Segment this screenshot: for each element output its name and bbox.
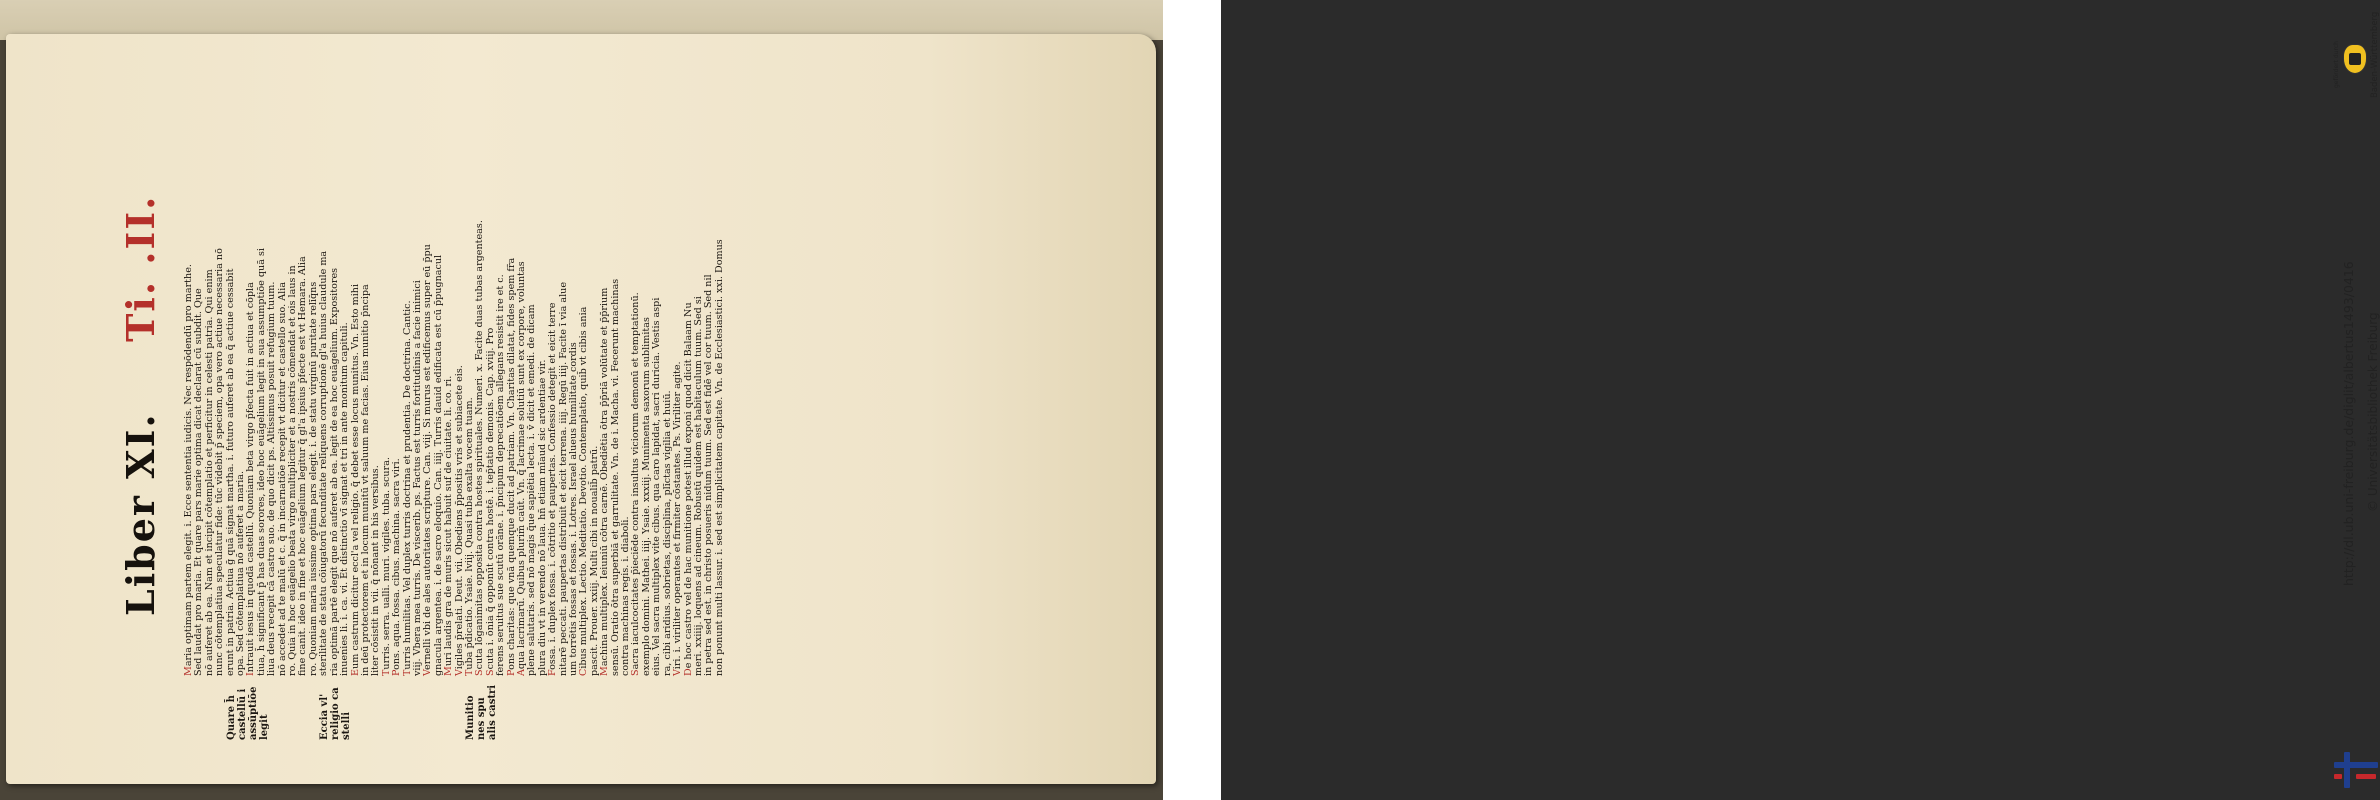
text-line: ro. Quoniam maria iussime optima pars elegit. i. de statu virginū puritate relīq̄ns <box>307 281 319 676</box>
rotated-page-content <box>118 96 1008 740</box>
rubric-initial: P <box>505 669 517 676</box>
rubric-initial: S <box>630 669 642 676</box>
text-line: nunc cōtemplatiua speculatur fide: tūc videbit p̄ speciem, opa vero actiue necessaria nō <box>214 248 226 676</box>
line-text: uba p̄dicatio. Ysaie. lviij. Quasi tuba exalta vocem tuam. <box>463 397 475 670</box>
rubric-initial: F <box>547 669 559 676</box>
line-text: achina multiplex. Ieiuniū cōtra carnē. Obediētia ōtra p̄p̄riā volūtate et p̄p̄rium <box>599 287 611 667</box>
permalink-url[interactable]: http://dl.ub.uni-freiburg.de/diglit/albertus1493/0416 <box>2341 261 2356 586</box>
text-line: plura diu vt in verendo nō laua. hn̄ etiam mīaud sic ardentiae vir. <box>536 359 548 676</box>
rubric-initial: M <box>183 666 194 676</box>
line-text: urris. serra. ualli. muri. vigiles. tuba. scura. <box>380 457 392 670</box>
rubric-initial: E <box>349 668 361 676</box>
text-line: nitarē peccati. paupertas distribuit et eicit terrena. iiij. Regū iiij. Facite ī via alue <box>557 281 569 676</box>
margin-note: Munitio nes spu alis castri <box>464 684 498 740</box>
line-text: ernelli vbi de ales autoritates scripture. Can. viij. Si murus est edificemus super eū p̄pu <box>422 244 434 670</box>
line-text: qua lacrimarū. Quibus plurim̄ caūt. Vn. q̄ lacrimae solutiū sunt ex corpore, voluntas <box>516 261 527 670</box>
book-page <box>6 34 1156 784</box>
text-line: fine canit. ideo in fine et hoc euāgelium legitur q̄ gl'a ipsius p̄fecte est vt Hemara. Alia <box>297 256 309 676</box>
text-line: ferens seruitus sue scutū orāne. i. p̄ncipum deprecatiōem allegans resistit ire et c. <box>495 274 507 676</box>
text-line: viij. Vbera mea turris. De viscerib. ps. Factus est turris fortitudinis a facie inimici <box>411 280 423 676</box>
line-text: urris humilitas. Vel duplex turris doctrina et prudentia. De doctrina. Cantic. <box>401 300 413 670</box>
line-text: ossa. i. duplex fossa. i. cōtritio et paupertas. Confessio detegit et eicit terre <box>547 302 559 670</box>
rubric-initial: P <box>391 669 403 676</box>
university-library-logo-icon <box>2334 752 2378 788</box>
state-label: Baden-Württemberg <box>2370 11 2380 98</box>
rubric-initial: V <box>453 669 465 676</box>
line-text: ons. aqua. fossa. cibus. machina. sacra viri. <box>391 458 403 670</box>
header-title-num: .II. <box>118 194 163 265</box>
text-line: nō auferet ab ea. Nam et incipit cōtemplatio et perficitur in celesti patria. Qui enim <box>203 269 215 676</box>
line-text: um castrum dicitur eccl'a vel religio. q̄ debet esse locus munitus. Vn. Esto mihi <box>349 283 361 669</box>
text-line: ro. Quia in hoc euāgelio beata virgo multipliciter et a nostris cōmendat et ois laus in <box>287 265 299 676</box>
header-title: Ti. <box>118 279 163 342</box>
page-header <box>118 96 174 616</box>
text-line: meri. xxiiij. loquens ad cineum. Robustū quidem est habitaculum tuum. Sed si <box>692 296 704 676</box>
line-text: igiles p̄relati. Deut. vii. Obediens p̄positis vris et subiacete eis. <box>453 365 465 670</box>
text-line: tiua, h̄ significant p̄ has duas sorores, ideo hoc euāgelium legit in sua assumptiōe quā si <box>255 248 267 676</box>
rubric-initial: V <box>672 669 684 676</box>
line-text: uri laudis gra de muris sicut habuit suf de ciuitate. li. co. ri. <box>443 375 455 667</box>
line-text: ibus multiplex. Lectio. Meditatio. Devotio. Contemplatio, quib̄ vt cibis ania <box>578 306 590 669</box>
text-line: exemplo domini. Mathei. iiij. Ysaie. xxxiij. Munimenta saxorum sublimitas <box>640 317 652 676</box>
copyright-notice: © Universitätsbibliothek Freiburg <box>2366 312 2380 512</box>
text-line: in petra sed est. in christo posueris nidum tuum. Sed est fidē vel cor tuum. Sed nil <box>703 274 715 676</box>
rubric-initial: M <box>443 666 455 676</box>
page-body-text <box>183 96 725 740</box>
rubric-initial: T <box>380 669 392 676</box>
line-text: ons charitas: que vnā quemque ducit ad patriam. Vn. Charitas dilatat, fides spem fr̄a <box>505 257 517 670</box>
text-line: Sed laudat pro maria. Et quare pars marie optima dicat declarat cū subdit. Que <box>193 288 205 676</box>
text-line: erunt in patria. Actiua ḡ quā signat martha. i. futuro auferet ab ea q̄ actiue cessabit <box>224 268 236 676</box>
header-book-num: XI. <box>118 412 163 479</box>
library-sidebar <box>1163 0 2380 800</box>
text-line: in deū protectorem et in locum munitū vt saluum me facias. Eius munitio p̄ncipa <box>359 284 371 676</box>
line-text: ntrauit iesus in quodā castellū. Quoniam beta virgo p̄fecta fuit in actiua et cōpla <box>245 282 257 673</box>
rubric-initial: D <box>682 668 694 676</box>
text-line: contra machinas regis. i. diaboli. <box>620 516 632 676</box>
line-text: cuta lōganimitas opposita contra hostes spirituales. Numeri. x. Facite duas tubas argenteas. <box>474 220 486 670</box>
text-line: nō accedet ad te malū et c. q̄ in incarnatiōe recepit vt dicitur et castello suo. Alia <box>276 281 288 676</box>
rubric-initial: T <box>463 669 475 676</box>
text-line: sensū. Oratio ōtra superbiā et garrulitate. Vn. de i. Macha. vi. Fecerunt machinas <box>609 278 621 676</box>
rubric-initial: M <box>599 666 611 676</box>
text-line: ra, cibi aridius. sobrietas, disciplina, plīctas vigilia et huiū. <box>661 390 673 676</box>
text-line: non ponunt multi lassur. i. sed est simplicitatem capitate. Vn. de Ecclesiastici. xxi. Domus <box>713 239 725 676</box>
rubric-initial: C <box>578 668 590 676</box>
margin-note: Eccia vl' religio ca stelli <box>319 687 353 740</box>
line-text: iri. i. viriliter operantes et firmiter cōstantes. Ps. Viriliter agite. <box>672 361 684 670</box>
text-line: pascit. Prouer. xxiij. Multi cibi in noualib̄ patrū. <box>588 445 600 676</box>
text-line: liter cōsistit in vii. q̄ nōnant in his versibus. <box>370 465 382 676</box>
rubric-initial: V <box>422 669 434 676</box>
rubric-initial: I <box>245 672 257 676</box>
scanned-page-image <box>0 0 1163 800</box>
rubric-initial: A <box>516 669 527 676</box>
text-line: um torrētis fossas et fossas. i. Lotres. Israel alueus humilitate cordis <box>568 342 580 676</box>
text-line: ria optimā partē elegit que nō auferet ab ea. legit de ea hoc euāgelium. Expositores <box>328 267 340 676</box>
line-text: aria optimam partem elegit. i. Ecce sententia iudicis. Nec respōdendū pro marthe. <box>183 264 194 667</box>
funded-by-label: gefördert durch <box>2333 41 2340 88</box>
header-book: Liber <box>118 494 163 616</box>
line-text: e hoc castro vel de hac munitione potest illud exponi quod dicit Balaam Nu <box>682 302 694 669</box>
line-text: acra iaculcocitates p̄ieciēde contra insultus viciorum demonū et temptationū. <box>630 292 642 670</box>
line-text: cuta i. ōnia q̄ opponūt contra hostē. i. tep̄tatio demonis. Cap. xviij. Pro <box>484 327 496 670</box>
margin-note: Quare h̄ castellū i assūptiōe legit <box>225 686 270 740</box>
text-line: opa. Sed cōtemplatiua nō auferet a maria. <box>235 470 247 676</box>
text-line: plene salutaris. sed nō magis q̄ue sapiētia lecta. i. v̄ dicit et emedi. de dicam <box>526 304 538 676</box>
rubric-initial: S <box>484 669 496 676</box>
rubric-initial: S <box>474 669 486 676</box>
text-line: eius. Vel sacra multiplex vite cibus. qua caro lapidat, sacri duricia. Vestis aspi <box>651 297 663 676</box>
text-line: liua deus recepit cā castro suo. de quo dicit ps. Altissimus posuit refugium tuum. <box>266 281 278 676</box>
text-line: inuenies li. i. ca. vi. Et distinctio vī signat et tri in ante monitum capituli. <box>339 322 351 676</box>
text-line: gnacula argentea. i. de sacro eloquio. Can. iiij. Turris dauid edificata est cū p̄pugnacul <box>432 254 444 676</box>
text-line: sterilitate de statu cōiugatorū fecunditate relīquens corruptionē gl'a huius claudule ma <box>318 250 330 676</box>
rubric-initial: T <box>401 669 413 676</box>
baden-wuerttemberg-crest-icon <box>2343 44 2367 74</box>
